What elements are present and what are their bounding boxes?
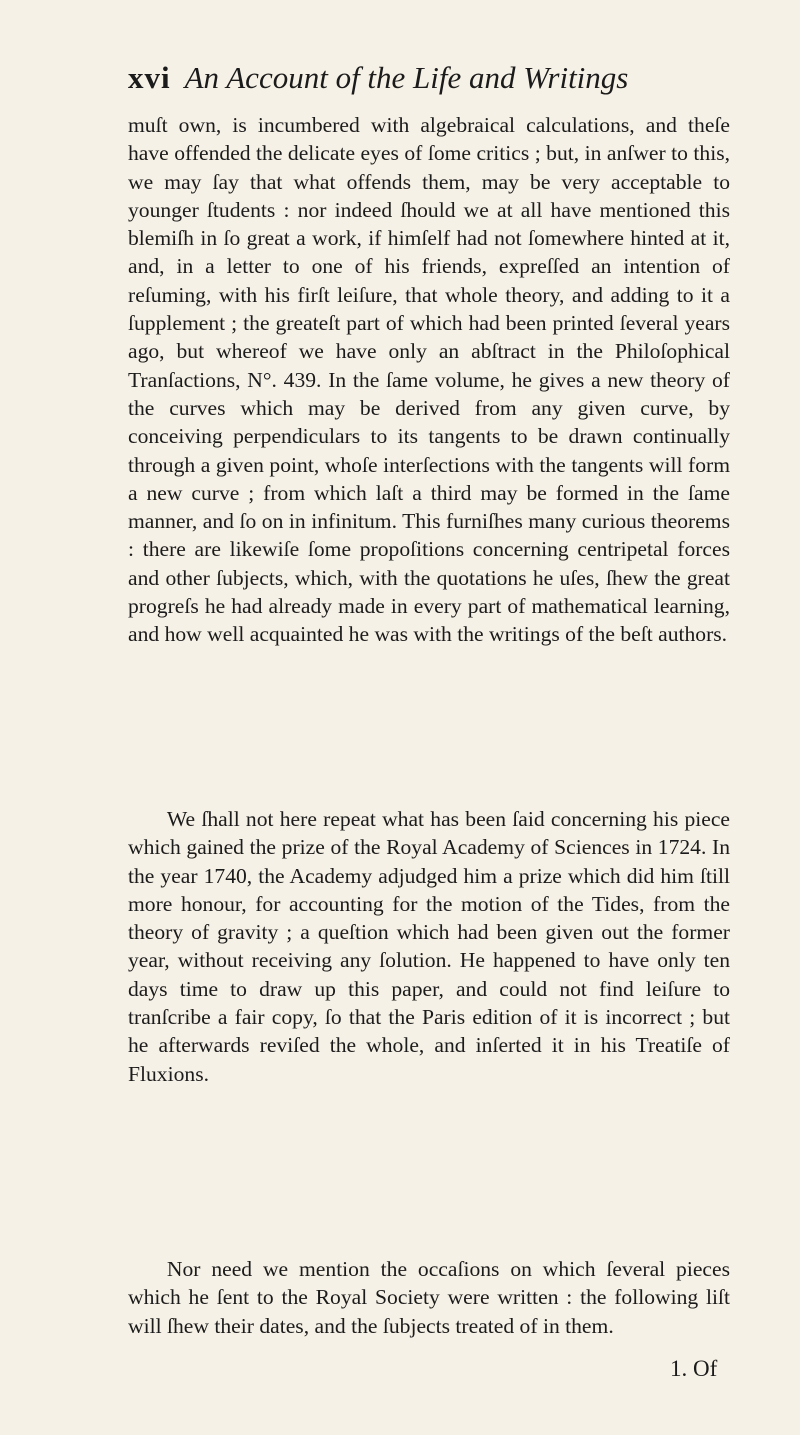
paragraph-continuation: [128, 111, 730, 649]
running-header: [128, 58, 728, 98]
paragraph-2: We ſhall not here repeat what has been ſaid concerning his piece which gained the prize of the Royal Academy of Sciences in 1724. In the year 1740, the Academy adjudged him a prize which did him ſtill more honour, for accounting for the motion of the Tides, from the theory of gravity ; a queſtion which had been given out the former year, without receiving any ſolution. He happened to have only ten days time to draw up this paper, and could not find leiſure to tranſcribe a fair copy, ſo that the Paris edition of it is incorrect ; but he afterwards reviſed the whole, and inſerted it in his Treatiſe of Fluxions.: [128, 807, 730, 1086]
paragraph-3: Nor need we mention the occaſions on which ſeveral pieces which he ſent to the Royal Society were written : the following liſt will ſhew their dates, and the ſubjects treated of in them.: [128, 1257, 730, 1338]
paragraph-royal-society: [128, 1255, 730, 1340]
page-number: xvi: [128, 60, 171, 95]
paragraph-prize: [128, 805, 730, 1088]
paragraph-1: muſt own, is incumbered with algebraical calculations, and theſe have offended the delicate eyes of ſome critics ; but, in anſwer to this, we may ſay that what offends them, may be very acceptable to younger ſtudents : nor indeed ſhould we at all have mentioned this blemiſh in ſo great a work, if himſelf had not ſomewhere hinted at it, and, in a letter to one of his friends, expreſſed an intention of reſuming, with his firſt leiſure, that whole theory, and adding to it a ſupplement ; the greateſt part of which had been printed ſeveral years ago, but whereof we have only an abſtract in the Philoſophical Tranſactions, N°. 439. In the ſame volume, he gives a new theory of the curves which may be derived from any given curve, by conceiving perpendiculars to its tangents to be drawn continually through a given point, whoſe interſections with the tangents will form a new curve ; from which laſt a third may be formed in the ſame manner, and ſo on in infinitum. This furniſhes many curious theorems : there are likewiſe ſome propoſitions concerning centripetal forces and other ſubjects, which, with the quotations he uſes, ſhew the great progreſs he had already made in every part of mathematical learning, and how well acquainted he was with the writings of the beſt authors.: [128, 113, 730, 647]
running-title: An Account of the Life and Writings: [184, 60, 629, 95]
catchword: 1. Of: [670, 1356, 718, 1381]
